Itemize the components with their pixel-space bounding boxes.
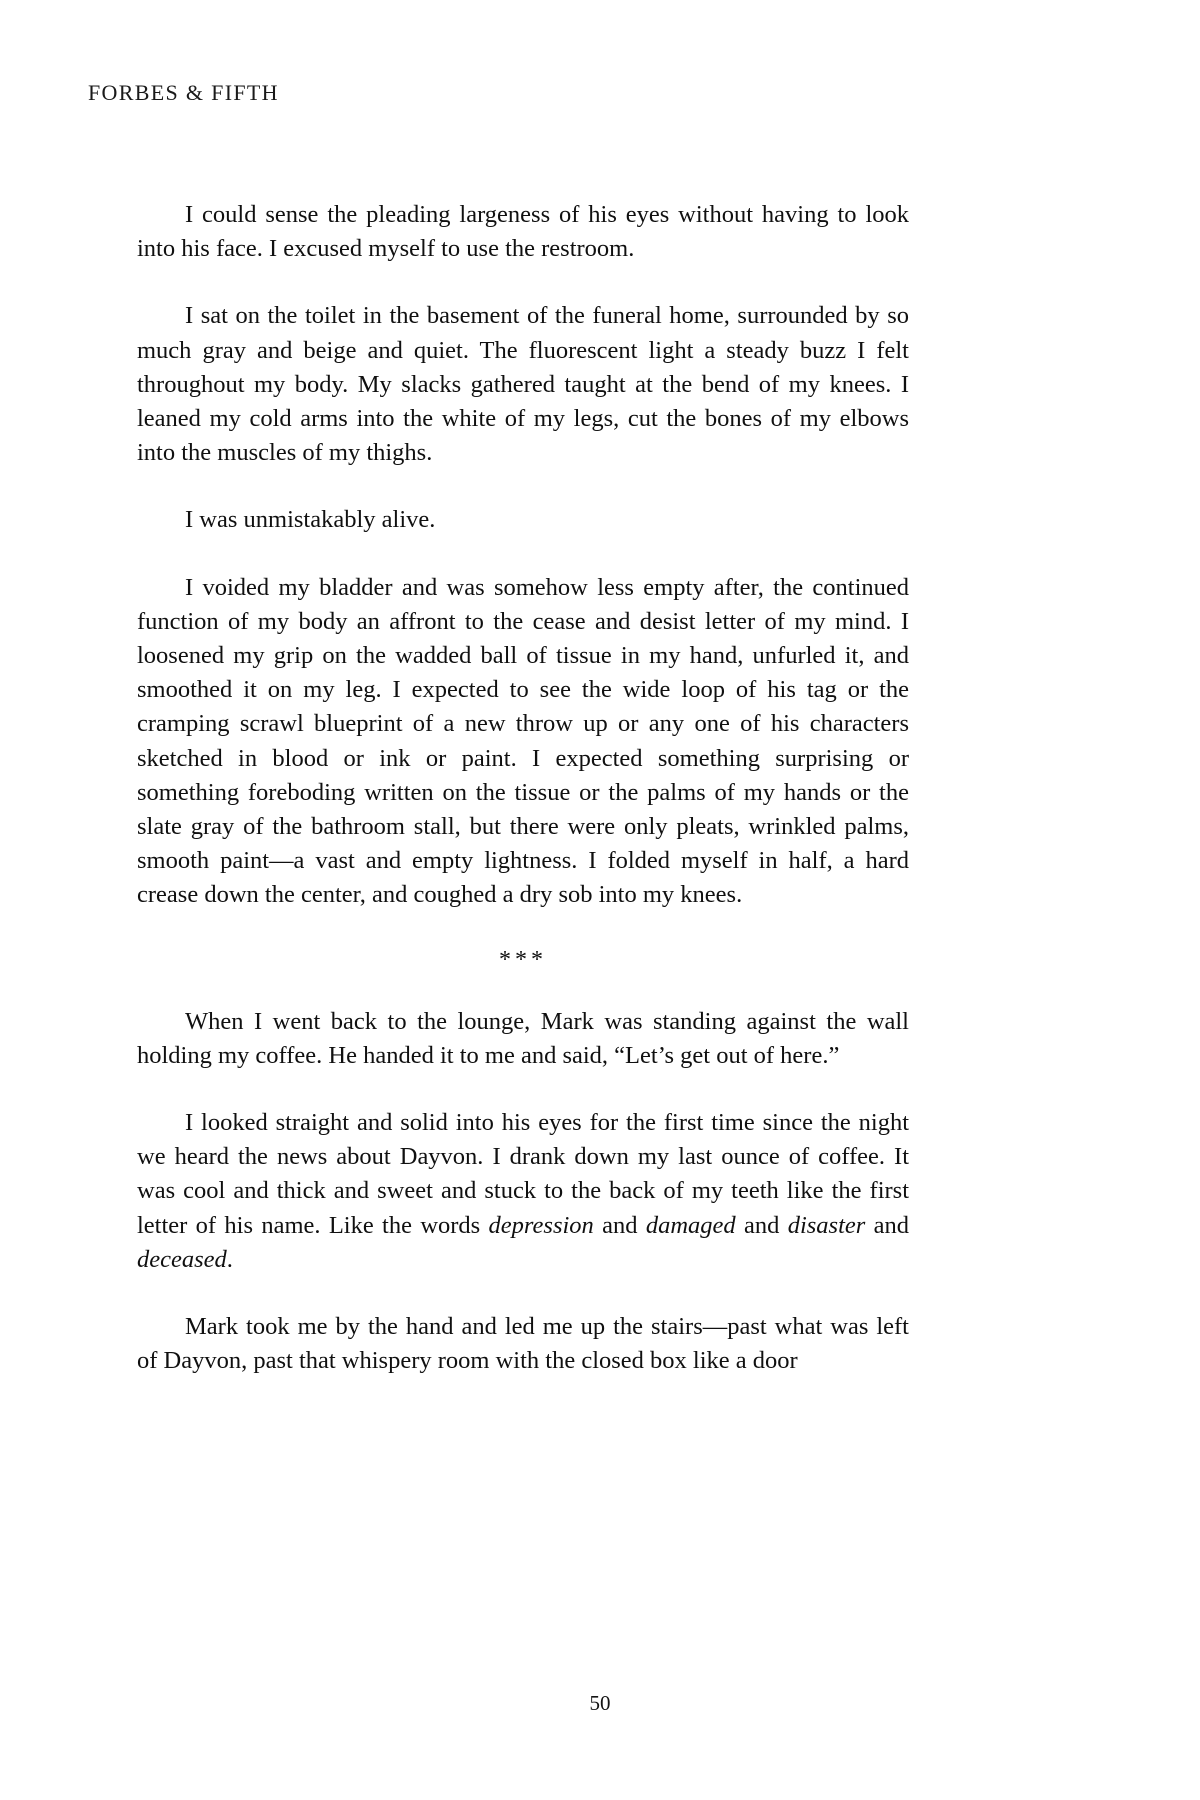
page-number-folio: 50 bbox=[589, 1691, 611, 1715]
emphasis-deceased: deceased bbox=[137, 1245, 227, 1273]
emphasis-depression: depression bbox=[488, 1211, 594, 1239]
paragraph-3 bbox=[137, 503, 909, 537]
paragraph-1-text: I could sense the pleading largeness of his eyes without having to look into his face. I excused myself to use the restroom. bbox=[137, 201, 909, 263]
paragraph-1 bbox=[137, 198, 909, 266]
paragraph-6-text-part-3: and bbox=[735, 1211, 788, 1239]
paragraph-5 bbox=[137, 1005, 909, 1073]
paragraph-6-text-part-5: . bbox=[226, 1245, 233, 1273]
paragraph-7 bbox=[137, 1310, 909, 1378]
paragraph-7-text: Mark took me by the hand and led me up the stairs—past what was left of Dayvon, past that whispery room with the closed box like a door bbox=[137, 1313, 909, 1375]
paragraph-6-text-part-2: and bbox=[593, 1211, 646, 1239]
paragraph-4-text: I voided my bladder and was somehow less empty after, the continued function of my body an affront to the cease and desist letter of my mind. I loosened my grip on the wadded ball of tissue in my hand, unfurled it, and smoothed it on my leg. I expected to see the wide loop of his tag or the cramping scrawl blueprint of a new throw up or any one of his characters sketched in blood or ink or paint. I expected something surprising or something foreboding written on the tissue or the palms of my hands or the slate gray of the bathroom stall, but there were only pleats, wrinkled palms, smooth paint—a vast and empty lightness. I folded myself in half, a hard crease down the center, and coughed a dry sob into my knees. bbox=[137, 573, 909, 909]
body-text-block bbox=[137, 198, 909, 1378]
paragraph-2 bbox=[137, 299, 909, 470]
running-head-publication: FORBES & FIFTH bbox=[88, 80, 279, 105]
section-break-asterisks: *** bbox=[499, 946, 547, 973]
paragraph-6-text-part-4: and bbox=[865, 1211, 910, 1239]
paragraph-6 bbox=[137, 1106, 909, 1277]
paragraph-5-text: When I went back to the lounge, Mark was standing against the wall holding my coffee. He handed it to me and said, “Let’s get out of here.” bbox=[137, 1007, 909, 1069]
paragraph-6-text-part-1: I looked straight and solid into his eyes for the first time since the night we heard the news about Dayvon. I drank down my last ounce of coffee. It was cool and thick and sweet and stuck to the back of my teeth like the first letter of his name. Like the words bbox=[137, 1109, 909, 1239]
paragraph-2-text: I sat on the toilet in the basement of the funeral home, surrounded by so much gray and beige and quiet. The fluorescent light a steady buzz I felt throughout my body. My slacks gathered taught at the bend of my knees. I leaned my cold arms into the white of my legs, cut the bones of my elbows into the muscles of my thighs. bbox=[137, 302, 909, 467]
paragraph-4 bbox=[137, 571, 909, 913]
emphasis-damaged: damaged bbox=[645, 1211, 736, 1239]
emphasis-disaster: disaster bbox=[787, 1211, 866, 1239]
paragraph-3-text: I was unmistakably alive. bbox=[185, 506, 436, 534]
